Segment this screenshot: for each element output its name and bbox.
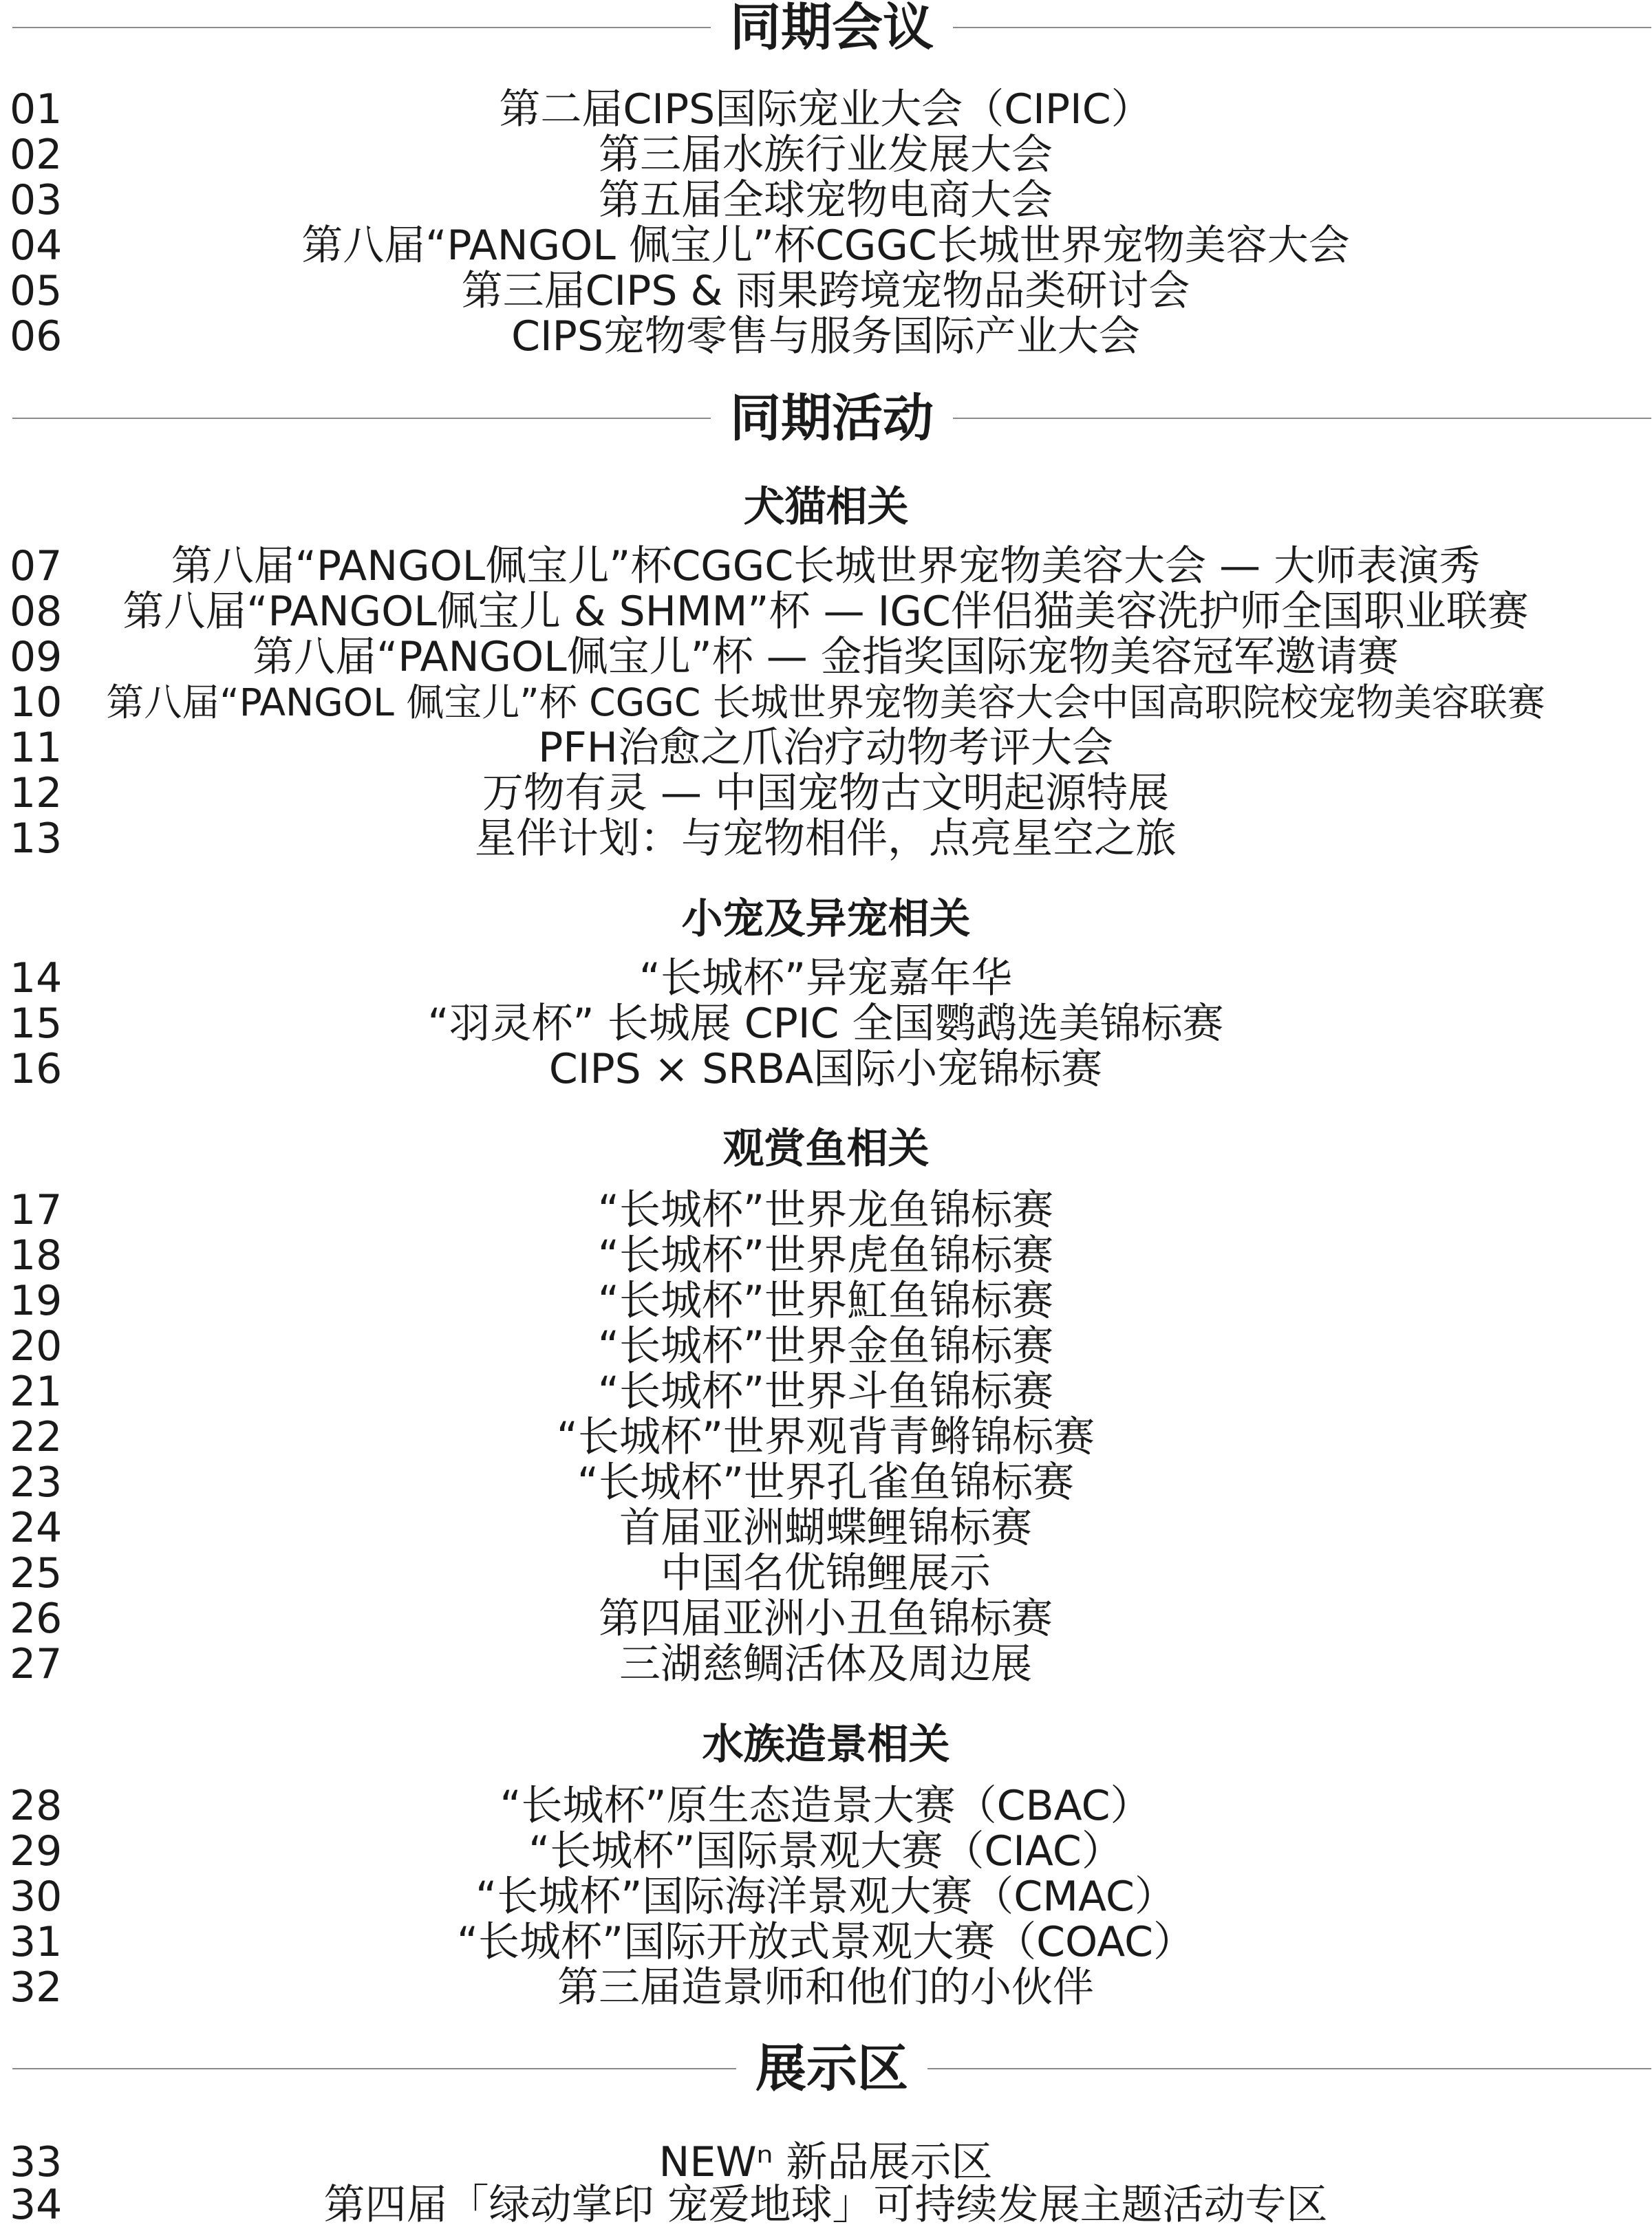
list-item <box>0 1965 1652 2010</box>
item-number: 03 <box>10 176 63 224</box>
list-item <box>0 1783 1652 1829</box>
item-text: 万物有灵 — 中国宠物古文明起源特展 <box>482 769 1170 817</box>
item-number: 08 <box>10 588 63 636</box>
list-item <box>0 1596 1652 1641</box>
item-number: 28 <box>10 1782 63 1830</box>
item-text: 第八届“PANGOL佩宝儿”杯 — 金指奖国际宠物美容冠军邀请赛 <box>253 633 1399 681</box>
item-text: 第八届“PANGOL 佩宝儿”杯 CGGC 长城世界宠物美容大会中国高职院校宠物美容联赛 <box>106 680 1545 724</box>
list-item <box>0 1233 1652 1278</box>
item-number: 32 <box>10 1963 63 2012</box>
list-item <box>0 725 1652 771</box>
item-number: 14 <box>10 954 63 1002</box>
item-text: “长城杯”原生态造景大赛（CBAC） <box>500 1782 1152 1830</box>
list-item <box>0 1369 1652 1414</box>
list-item <box>0 268 1652 314</box>
item-text: “长城杯”世界龙鱼锦标赛 <box>597 1186 1054 1234</box>
list-item <box>0 177 1652 223</box>
item-text: CIPS × SRBA国际小宠锦标赛 <box>548 1045 1103 1093</box>
item-text: 第三届水族行业发展大会 <box>599 131 1053 179</box>
divider <box>12 418 711 419</box>
item-number: 13 <box>10 815 63 863</box>
item-text: “长城杯”世界金鱼锦标赛 <box>597 1322 1054 1370</box>
item-number: 21 <box>10 1368 63 1416</box>
list-item <box>0 589 1652 634</box>
list-item <box>0 1551 1652 1596</box>
list-item <box>0 543 1652 589</box>
item-text: “长城杯”异宠嘉年华 <box>639 954 1013 1002</box>
item-number: 16 <box>10 1045 63 1093</box>
item-number: 06 <box>10 312 63 360</box>
group-title-dogs-cats: 犬猫相关 <box>743 483 909 531</box>
group-title-ornamental-fish: 观赏鱼相关 <box>722 1125 930 1173</box>
item-number: 33 <box>10 2138 63 2186</box>
item-text: PFH治愈之爪治疗动物考评大会 <box>538 724 1113 772</box>
list-item <box>0 1829 1652 1874</box>
item-text: 三湖慈鲷活体及周边展 <box>619 1640 1032 1688</box>
item-text: 首届亚洲蝴蝶鲤锦标赛 <box>619 1504 1032 1552</box>
item-text: NEWⁿ 新品展示区 <box>658 2138 993 2186</box>
item-text: 第四届亚洲小丑鱼锦标赛 <box>599 1595 1053 1643</box>
item-number: 30 <box>10 1873 63 1921</box>
list-item <box>0 1505 1652 1551</box>
item-number: 26 <box>10 1595 63 1643</box>
item-text: “长城杯”世界虎鱼锦标赛 <box>597 1231 1054 1280</box>
list-item <box>0 1414 1652 1460</box>
list-item <box>0 1278 1652 1324</box>
list-item <box>0 1460 1652 1505</box>
item-number: 15 <box>10 1000 63 1048</box>
divider <box>953 418 1651 419</box>
group-title-aquascaping: 水族造景相关 <box>702 1721 950 1769</box>
item-number: 24 <box>10 1504 63 1552</box>
item-text: 第八届“PANGOL 佩宝儿”杯CGGC长城世界宠物美容大会 <box>301 222 1350 270</box>
item-number: 22 <box>10 1413 63 1461</box>
item-number: 31 <box>10 1918 63 1966</box>
item-text: “长城杯”世界孔雀鱼锦标赛 <box>577 1458 1075 1507</box>
item-text: “长城杯”世界魟鱼锦标赛 <box>597 1277 1054 1325</box>
list-item <box>0 1187 1652 1233</box>
item-text: “长城杯”国际开放式景观大赛（COAC） <box>456 1918 1195 1966</box>
list-item <box>0 1001 1652 1046</box>
list-item <box>0 634 1652 680</box>
group-title-small-exotic-pets: 小宠及异宠相关 <box>681 895 971 943</box>
item-text: “长城杯”世界斗鱼锦标赛 <box>597 1368 1054 1416</box>
item-number: 23 <box>10 1458 63 1507</box>
item-text: 第三届造景师和他们的小伙伴 <box>557 1963 1094 2012</box>
item-number: 27 <box>10 1640 63 1688</box>
item-number: 29 <box>10 1827 63 1875</box>
item-number: 34 <box>10 2181 63 2229</box>
item-number: 04 <box>10 222 63 270</box>
item-number: 01 <box>10 85 63 133</box>
list-item <box>0 87 1652 132</box>
item-text: 第二届CIPS国际宠业大会（CIPIC） <box>499 85 1152 133</box>
list-item <box>0 816 1652 861</box>
list-item <box>0 314 1652 359</box>
list-item <box>0 956 1652 1001</box>
divider <box>927 2068 1651 2069</box>
item-text: 第八届“PANGOL佩宝儿”杯CGGC长城世界宠物美容大会 — 大师表演秀 <box>171 542 1481 590</box>
list-item <box>0 132 1652 177</box>
section-title: 展示区 <box>755 2039 908 2098</box>
section-title: 同期活动 <box>730 389 934 448</box>
item-number: 10 <box>10 678 63 726</box>
item-text: 第八届“PANGOL佩宝儿 & SHMM”杯 — IGC伴侣猫美容洗护师全国职业联赛 <box>122 588 1529 636</box>
list-item <box>0 2140 1652 2185</box>
list-item <box>0 1874 1652 1919</box>
divider <box>12 27 711 28</box>
item-number: 17 <box>10 1186 63 1234</box>
section-title: 同期会议 <box>730 0 934 57</box>
list-item <box>0 1919 1652 1965</box>
item-number: 19 <box>10 1277 63 1325</box>
section-heading-meetings <box>12 0 1651 58</box>
item-number: 07 <box>10 542 63 590</box>
item-number: 12 <box>10 769 63 817</box>
divider <box>12 2068 736 2069</box>
list-item <box>0 2182 1652 2228</box>
item-text: 星伴计划：与宠物相伴，点亮星空之旅 <box>475 815 1177 863</box>
item-text: 第四届「绿动掌印 宠爱地球」可持续发展主题活动专区 <box>323 2181 1328 2229</box>
item-text: 第三届CIPS & 雨果跨境宠物品类研讨会 <box>461 267 1190 315</box>
list-item <box>0 1046 1652 1092</box>
section-heading-activities <box>12 387 1651 449</box>
item-text: CIPS宠物零售与服务国际产业大会 <box>511 312 1140 360</box>
item-text: “长城杯”世界观背青鳉锦标赛 <box>556 1413 1095 1461</box>
item-number: 18 <box>10 1231 63 1280</box>
list-item <box>0 680 1652 725</box>
item-number: 20 <box>10 1322 63 1370</box>
list-item <box>0 771 1652 816</box>
list-item <box>0 1324 1652 1369</box>
section-heading-exhibition <box>12 2038 1651 2100</box>
item-number: 05 <box>10 267 63 315</box>
item-number: 11 <box>10 724 63 772</box>
item-text: 中国名优锦鲤展示 <box>661 1549 991 1597</box>
item-text: “羽灵杯” 长城展 CPIC 全国鹦鹉选美锦标赛 <box>427 1000 1224 1048</box>
divider <box>953 27 1651 28</box>
list-item <box>0 223 1652 268</box>
item-number: 09 <box>10 633 63 681</box>
item-text: 第五届全球宠物电商大会 <box>599 176 1053 224</box>
item-number: 25 <box>10 1549 63 1597</box>
item-text: “长城杯”国际海洋景观大赛（CMAC） <box>475 1873 1176 1921</box>
item-number: 02 <box>10 131 63 179</box>
list-item <box>0 1641 1652 1687</box>
item-text: “长城杯”国际景观大赛（CIAC） <box>528 1827 1123 1875</box>
